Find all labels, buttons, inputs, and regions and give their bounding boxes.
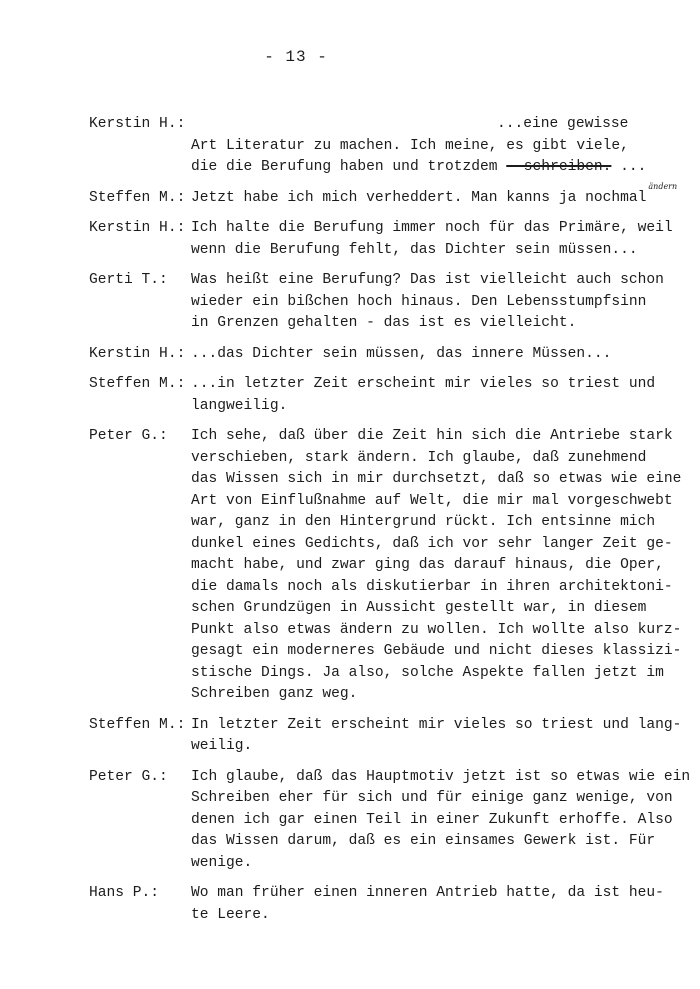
speech-line: Wo man früher einen inneren Antrieb hatte, da ist heu-: [191, 885, 664, 901]
speech-line-text: Jetzt habe ich mich verheddert. Man kanns ja nochmal: [191, 189, 647, 206]
speech-line: Was heißt eine Berufung? Das ist vielleicht auch schon: [191, 272, 664, 288]
speaker-name: Peter G.:: [89, 428, 168, 444]
speech-text: [191, 426, 689, 706]
speech-line-text: ...: [611, 159, 647, 175]
speech-text: [191, 767, 690, 875]
speech-line: wenige.: [191, 854, 253, 871]
transcript-entry: [89, 767, 689, 875]
speech-line: das Wissen darum, daß es ein einsames Gewerk ist. Für: [191, 833, 656, 849]
speech-line: Schreiben eher für sich und für einige ganz wenige, von: [191, 790, 673, 806]
speaker-name: Peter G.:: [89, 768, 168, 785]
page-number: - 13 -: [264, 48, 328, 66]
transcript-entry: [89, 715, 689, 758]
transcript-entry: [89, 218, 689, 261]
speech-text: [191, 344, 689, 366]
speech-line: ...in letzter Zeit erscheint mir vieles so triest und: [191, 376, 656, 392]
speech-line: Art Literatur zu machen. Ich meine, es gibt viele,: [191, 137, 629, 154]
speech-line: Schreiben ganz weg.: [191, 686, 358, 702]
speech-text: [191, 374, 689, 417]
speech-line: ...das Dichter sein müssen, das innere Müssen...: [191, 345, 612, 362]
speech-line: Art von Einflußnahme auf Welt, die mir mal vorgeschwebt: [191, 492, 673, 509]
speaker-name: Kerstin H.:: [89, 345, 186, 362]
speech-line: Ich sehe, daß über die Zeit hin sich die Antriebe stark: [191, 428, 673, 444]
speech-text: [191, 715, 689, 758]
speech-line: war, ganz in den Hintergrund rückt. Ich entsinne mich: [191, 514, 656, 530]
speaker-name: Steffen M.:: [89, 376, 186, 392]
transcript: [89, 114, 689, 935]
speech-line: [191, 157, 689, 179]
speech-line: [191, 181, 689, 210]
speaker-name: Kerstin H.:: [89, 116, 186, 132]
transcript-entry: [89, 181, 689, 210]
transcript-entry: [89, 114, 689, 179]
speaker-name: Steffen M.:: [89, 189, 186, 206]
struck-text: - schreiben.: [506, 159, 612, 175]
speech-line: denen ich gar einen Teil in einer Zukunft erhoffe. Also: [191, 811, 673, 828]
transcript-entry: [89, 426, 689, 706]
speech-text: [191, 270, 689, 335]
transcript-entry: [89, 344, 689, 366]
speech-line-text: die die Berufung haben und trotzdem: [191, 159, 507, 175]
speech-line: das Wissen sich in mir durchsetzt, daß so etwas wie eine: [191, 471, 682, 487]
speech-line: ...eine gewisse: [497, 116, 629, 132]
speech-line: Punkt also etwas ändern zu wollen. Ich wollte also kurz-: [191, 621, 682, 638]
speech-line: wieder ein bißchen hoch hinaus. Den Lebensstumpfsinn: [191, 293, 647, 310]
transcript-entry: [89, 374, 689, 417]
speech-line: schen Grundzügen in Aussicht gestellt war, in diesem: [191, 600, 647, 616]
transcript-entry: [89, 270, 689, 335]
speech-line: Ich halte die Berufung immer noch für das Primäre, weil: [191, 220, 673, 236]
speech-line: langweilig.: [191, 397, 288, 414]
speaker-name: Kerstin H.:: [89, 220, 186, 236]
handwritten-note: ändern: [648, 181, 678, 191]
speech-text: [191, 883, 689, 926]
speech-line: verschieben, stark ändern. Ich glaube, daß zunehmend: [191, 449, 647, 466]
speech-line: stische Dings. Ja also, solche Aspekte fallen jetzt im: [191, 664, 664, 681]
speech-line: macht habe, und zwar ging das darauf hinaus, die Oper,: [191, 557, 664, 573]
speaker-name: Hans P.:: [89, 885, 160, 901]
speech-line: in Grenzen gehalten - das ist es vielleicht.: [191, 315, 577, 331]
speech-text: [191, 218, 689, 261]
speech-text: [191, 114, 689, 179]
speech-line: Ich glaube, daß das Hauptmotiv jetzt ist so etwas wie ein: [191, 768, 691, 785]
transcript-entry: [89, 883, 689, 926]
speech-line: weilig.: [191, 738, 253, 754]
speech-line: wenn die Berufung fehlt, das Dichter sein müssen...: [191, 241, 638, 258]
speaker-name: Gerti T.:: [89, 272, 168, 288]
speech-line: te Leere.: [191, 906, 270, 923]
speaker-name: Steffen M.:: [89, 716, 186, 733]
speech-line: die damals noch als diskutierbar in ihren architektoni-: [191, 578, 673, 595]
speech-line: In letzter Zeit erscheint mir vieles so triest und lang-: [191, 716, 682, 733]
speech-line: dunkel eines Gedichts, daß ich vor sehr langer Zeit ge-: [191, 535, 673, 552]
speech-text: [191, 181, 689, 210]
speech-line: gesagt ein moderneres Gebäude und nicht dieses klassizi-: [191, 643, 682, 659]
